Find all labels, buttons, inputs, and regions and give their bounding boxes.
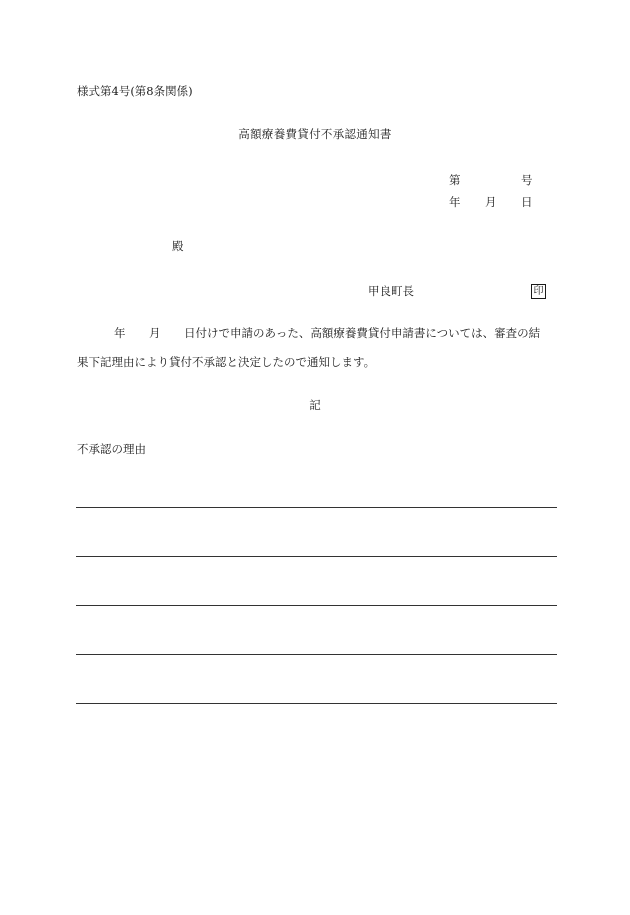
reason-line-2 xyxy=(76,556,557,557)
date-day-label: 日 xyxy=(521,195,533,209)
reason-label: 不承認の理由 xyxy=(77,442,146,456)
document-number-prefix: 第 xyxy=(449,173,461,187)
addressee-honorific: 殿 xyxy=(172,239,184,253)
reason-line-1 xyxy=(76,507,557,508)
date-year-label: 年 xyxy=(449,195,461,209)
reason-line-5 xyxy=(76,703,557,704)
record-heading: 記 xyxy=(309,398,321,412)
body-year-label: 年 xyxy=(114,326,126,340)
document-title: 高額療養費貸付不承認通知書 xyxy=(238,127,392,141)
body-text-line-1: 日付けで申請のあった、高額療養費貸付申請書については、審査の結 xyxy=(184,326,541,340)
reason-line-3 xyxy=(76,605,557,606)
reason-line-4 xyxy=(76,654,557,655)
form-number: 様式第4号(第8条関係) xyxy=(77,84,193,98)
seal-stamp-box: 印 xyxy=(531,284,546,299)
body-month-label: 月 xyxy=(149,326,161,340)
date-month-label: 月 xyxy=(485,195,497,209)
issuer-name: 甲良町長 xyxy=(368,284,414,298)
document-number-suffix: 号 xyxy=(521,173,533,187)
body-text-line-2: 果下記理由により貸付不承認と決定したので通知します。 xyxy=(77,355,376,369)
